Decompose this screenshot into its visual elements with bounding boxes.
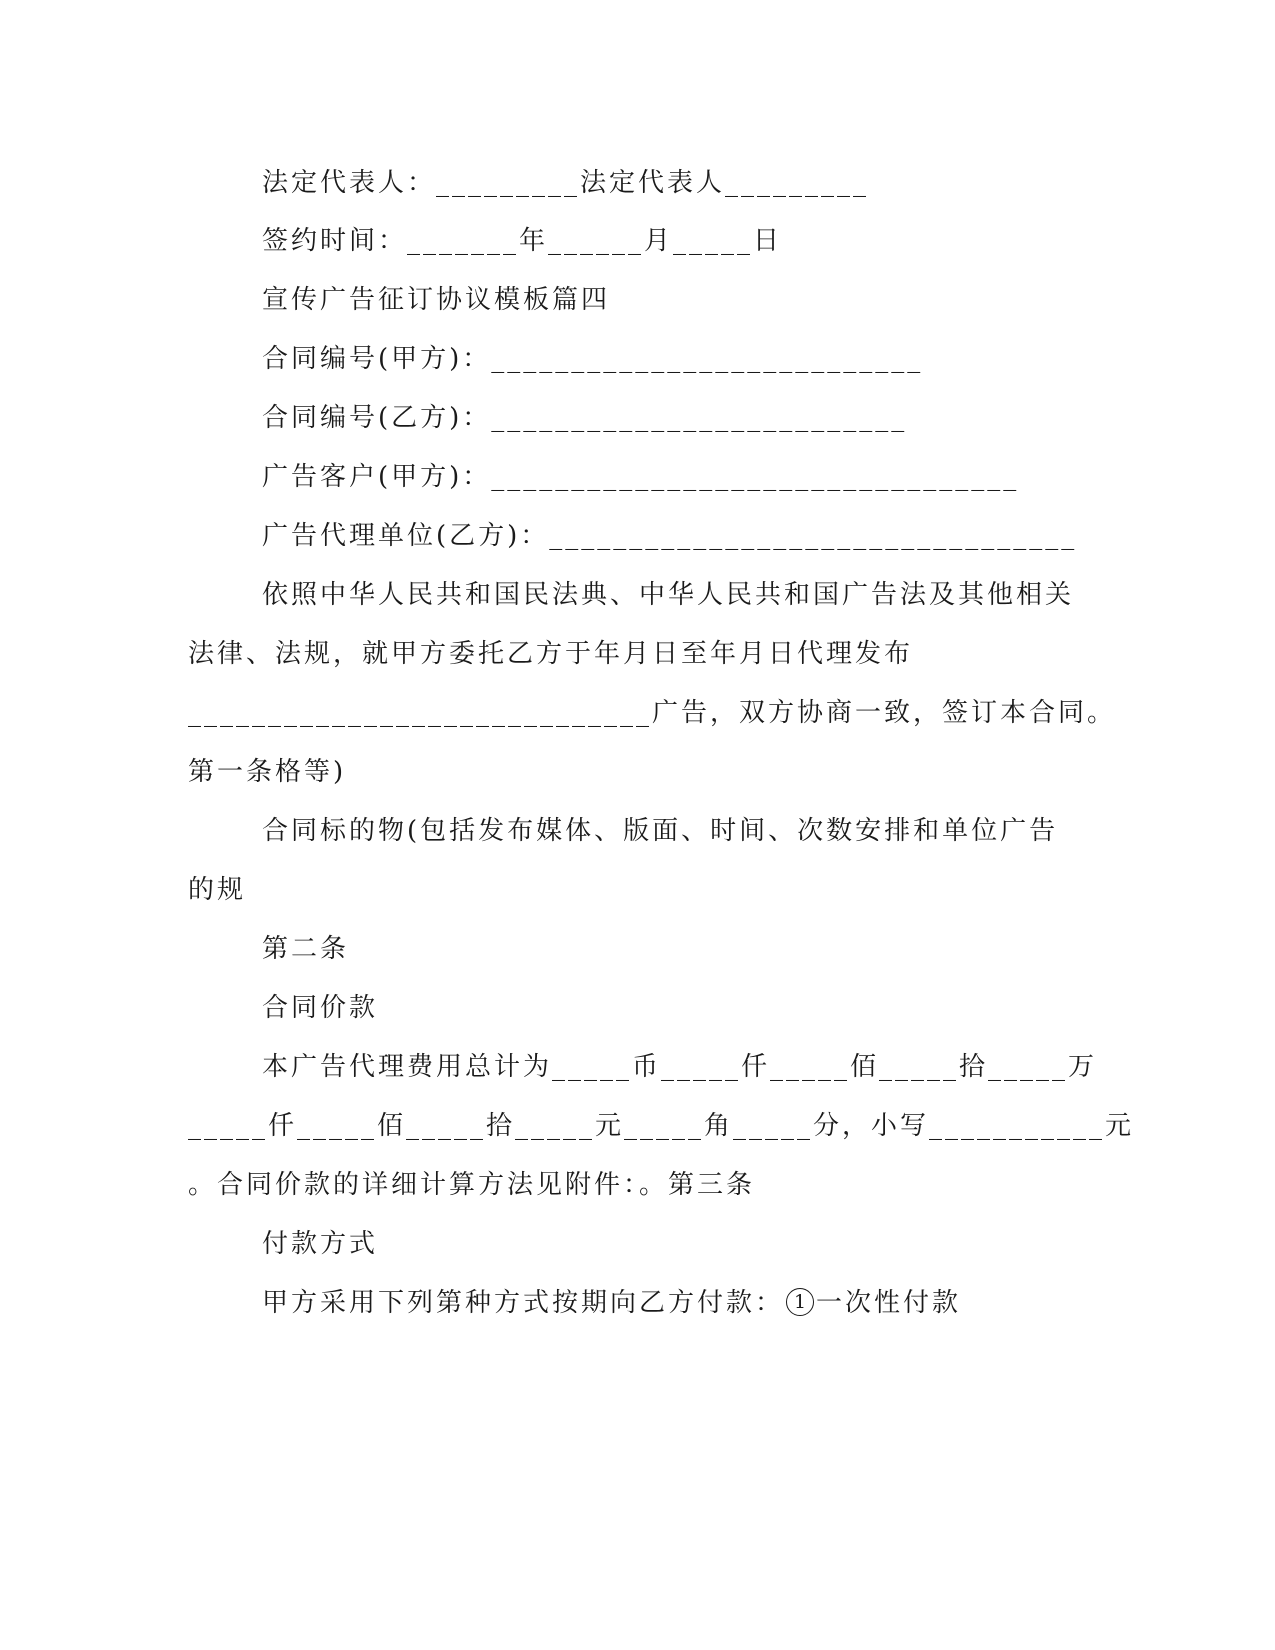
paragraph-line: 的规 [188, 875, 247, 905]
payment-method-line [262, 1286, 961, 1320]
paragraph-line: 合同标的物(包括发布媒体、版面、时间、次数安排和单位广告 [262, 816, 1059, 846]
contract-price-heading: 合同价款 [262, 993, 379, 1023]
price-amount-line: 本广告代理费用总计为_____币_____仟_____佰_____拾_____万 [262, 1052, 1098, 1082]
paragraph-line: 法律、法规，就甲方委托乙方于年月日至年月日代理发布 [188, 639, 914, 669]
payment-method-text: 甲方采用下列第种方式按期向乙方付款： [262, 1288, 785, 1318]
contract-number-party-b: 合同编号(乙方)：__________________________ [262, 403, 908, 433]
paragraph-line: _____________________________广告，双方协商一致，签订本合同。 [188, 698, 1117, 728]
section-title: 宣传广告征订协议模板篇四 [262, 285, 611, 315]
signing-date-line: 签约时间：_______年______月_____日 [262, 226, 783, 256]
legal-representative-line: 法定代表人：_________法定代表人_________ [262, 168, 870, 198]
price-amount-line: _____仟_____佰_____拾_____元_____角_____分，小写___________元 [188, 1111, 1135, 1141]
advertiser-party-a: 广告客户(甲方)：_________________________________ [262, 462, 1020, 492]
article-one-heading: 第一条格等) [188, 757, 347, 787]
agency-party-b: 广告代理单位(乙方)：_________________________________ [262, 521, 1078, 551]
payment-method-heading: 付款方式 [262, 1229, 379, 1259]
price-calculation-line: 。合同价款的详细计算方法见附件：。第三条 [188, 1170, 756, 1200]
article-two-heading: 第二条 [262, 934, 350, 964]
circled-number: 1 [786, 1288, 814, 1316]
payment-option-text: 一次性付款 [816, 1288, 962, 1318]
contract-number-party-a: 合同编号(甲方)：___________________________ [262, 344, 924, 374]
paragraph-line: 依照中华人民共和国民法典、中华人民共和国广告法及其他相关 [262, 580, 1075, 610]
